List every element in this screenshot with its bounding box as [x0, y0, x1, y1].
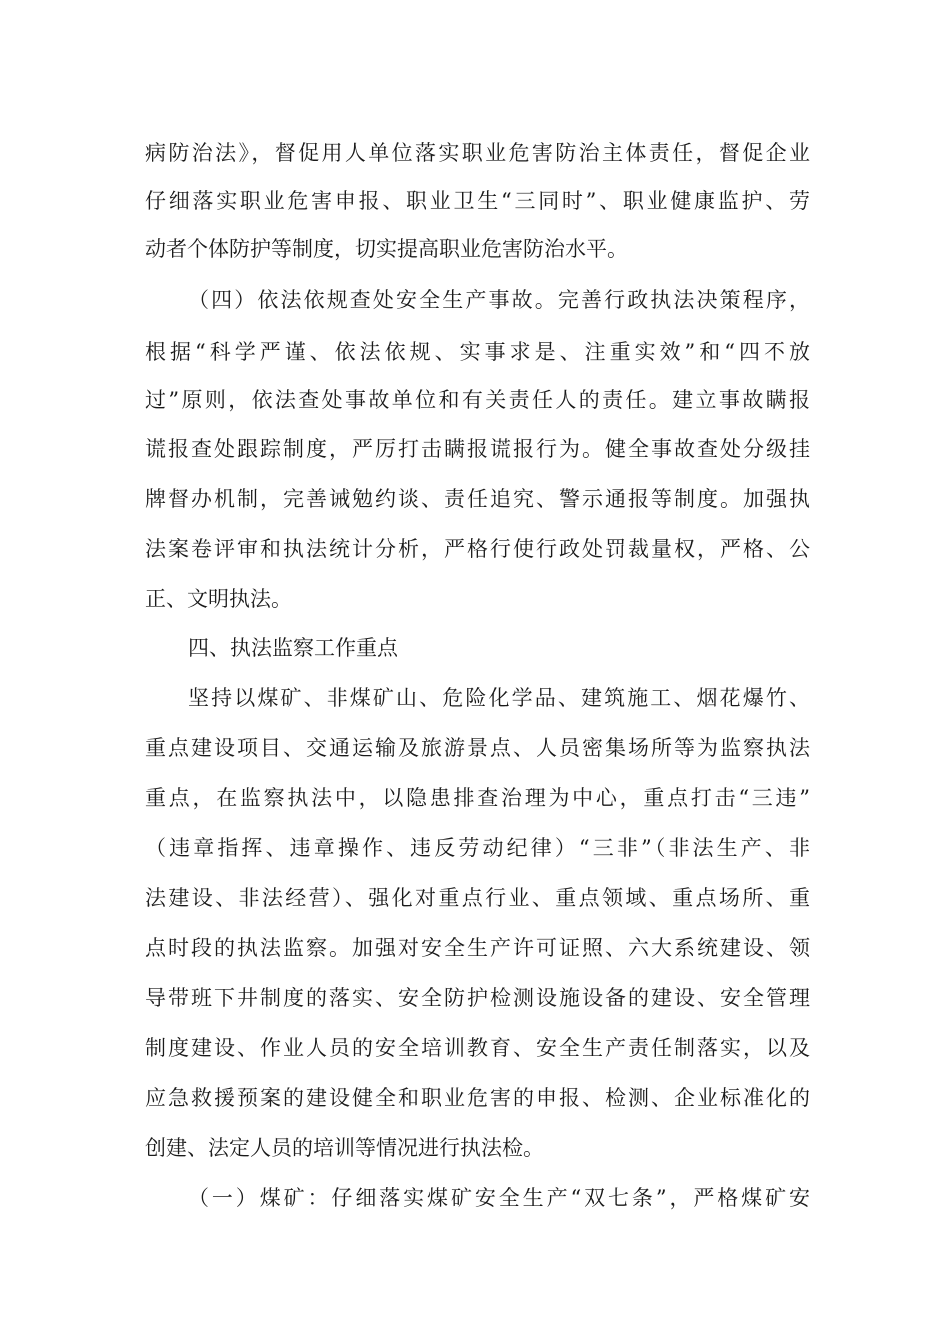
section-heading-1: （一）煤矿：仔细落实煤矿安全生产“双七条”，严格煤矿安: [188, 1186, 810, 1210]
text-line: 根据“科学严谨、依法依规、实事求是、注重实效”和“四不放: [145, 340, 810, 364]
text-line: 谎报查处跟踪制度，严厉打击瞒报谎报行为。健全事故查处分级挂: [145, 437, 810, 461]
text-line: 仔细落实职业危害申报、职业卫生“三同时”、职业健康监护、劳: [145, 189, 810, 213]
text-line: 点时段的执法监察。加强对安全生产许可证照、六大系统建设、领: [145, 936, 810, 960]
text-line: 坚持以煤矿、非煤矿山、危险化学品、建筑施工、烟花爆竹、: [188, 686, 810, 710]
section-heading-4: （四）依法依规查处安全生产事故。完善行政执法决策程序，: [188, 288, 810, 312]
text-line: 创建、法定人员的培训等情况进行执法检。: [145, 1136, 544, 1160]
text-line: 应急救援预案的建设健全和职业危害的申报、检测、企业标准化的: [145, 1086, 810, 1110]
text-line: 导带班下井制度的落实、安全防护检测设施设备的建设、安全管理: [145, 986, 810, 1010]
text-line: 过”原则，依法查处事故单位和有关责任人的责任。建立事故瞒报: [145, 388, 810, 412]
text-line: 动者个体防护等制度，切实提高职业危害防治水平。: [145, 237, 628, 261]
section-heading: 四、执法监察工作重点: [188, 636, 398, 660]
text-line: 正、文明执法。: [145, 587, 292, 611]
text-line: 病防治法》，督促用人单位落实职业危害防治主体责任，督促企业: [145, 141, 810, 165]
text-line: 制度建设、作业人员的安全培训教育、安全生产责任制落实，以及: [145, 1036, 810, 1060]
text-line: 重点，在监察执法中，以隐患排查治理为中心，重点打击“三违”: [145, 786, 810, 810]
text-line: 法案卷评审和执法统计分析，严格行使行政处罚裁量权，严格、公: [145, 537, 810, 561]
text-line: 重点建设项目、交通运输及旅游景点、人员密集场所等为监察执法: [145, 736, 810, 760]
text-line: 法建设、非法经营）、强化对重点行业、重点领域、重点场所、重: [145, 886, 810, 910]
text-line: 牌督办机制，完善诫勉约谈、责任追究、警示通报等制度。加强执: [145, 487, 810, 511]
text-line: （违章指挥、违章操作、违反劳动纪律）“三非”（非法生产、非: [145, 836, 810, 860]
